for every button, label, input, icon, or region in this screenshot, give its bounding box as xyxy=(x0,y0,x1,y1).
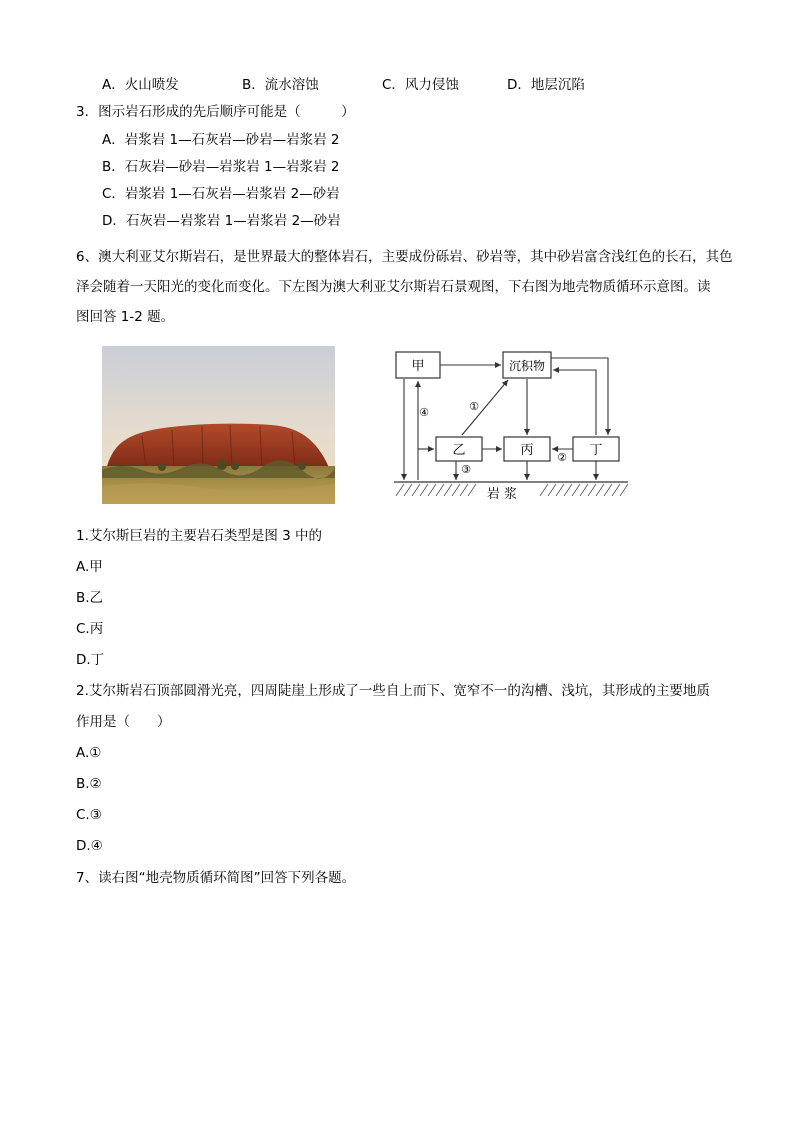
option-c: C．风力侵蚀 xyxy=(382,77,459,93)
uluru-photo xyxy=(102,346,335,504)
sub1-option-d: D.丁 xyxy=(76,652,105,668)
q3-stem: 3．图示岩石形成的先后顺序可能是（ ） xyxy=(76,104,355,120)
marker-2: ② xyxy=(557,451,567,464)
magma-layer xyxy=(394,482,628,502)
q3-option-c: C．岩浆岩 1—石灰岩—岩浆岩 2—砂岩 xyxy=(102,186,340,202)
sub2-stem-line-1: 2.艾尔斯岩石顶部圆滑光亮，四周陡崖上形成了一些自上而下、宽窄不一的沟槽、浅坑，其形成的主要地质 xyxy=(76,683,710,699)
label-magma: 岩 浆 xyxy=(486,487,518,502)
sub2-stem-line-2: 作用是（ ） xyxy=(76,714,171,730)
option-b: B．流水溶蚀 xyxy=(242,77,319,93)
previous-question-options xyxy=(102,76,702,94)
marker-1: ① xyxy=(469,400,479,413)
sub1-stem: 1.艾尔斯巨岩的主要岩石类型是图 3 中的 xyxy=(76,528,323,544)
label-ding: 丁 xyxy=(589,443,603,458)
q6-intro-line-2: 泽会随着一天阳光的变化而变化。下左图为澳大利亚艾尔斯岩石景观图，下右图为地壳物质循环示意图。读 xyxy=(76,279,711,295)
q3-option-a: A．岩浆岩 1—石灰岩—砂岩—岩浆岩 2 xyxy=(102,132,340,148)
sub1-option-c: C.丙 xyxy=(76,621,104,637)
marker-4: ④ xyxy=(419,406,429,419)
q3-option-d: D．石灰岩—岩浆岩 1—岩浆岩 2—砂岩 xyxy=(102,213,341,229)
sub1-option-b: B.乙 xyxy=(76,590,104,606)
q6-intro-line-3: 图回答 1-2 题。 xyxy=(76,309,175,325)
label-yi: 乙 xyxy=(452,443,466,458)
sub2-option-d: D.④ xyxy=(76,838,103,854)
crustal-cycle-diagram xyxy=(390,346,635,508)
q7-stem: 7、读右图“地壳物质循环简图”回答下列各题。 xyxy=(76,870,356,886)
marker-3: ③ xyxy=(461,463,471,476)
label-bing: 丙 xyxy=(520,443,534,458)
sub2-option-a: A.① xyxy=(76,745,102,761)
option-a: A．火山喷发 xyxy=(102,77,179,93)
label-jia: 甲 xyxy=(411,359,425,374)
sub2-option-b: B.② xyxy=(76,776,102,792)
label-sediment: 沉积物 xyxy=(508,359,546,373)
q6-intro-line-1: 6、澳大利亚艾尔斯岩石，是世界最大的整体岩石，主要成份砾岩、砂岩等，其中砂岩富含浅红色的长石，其色 xyxy=(76,249,733,265)
sub1-option-a: A.甲 xyxy=(76,559,103,575)
sub2-option-c: C.③ xyxy=(76,807,102,823)
q3-option-b: B．石灰岩—砂岩—岩浆岩 1—岩浆岩 2 xyxy=(102,159,340,175)
option-d: D．地层沉陷 xyxy=(507,77,585,93)
